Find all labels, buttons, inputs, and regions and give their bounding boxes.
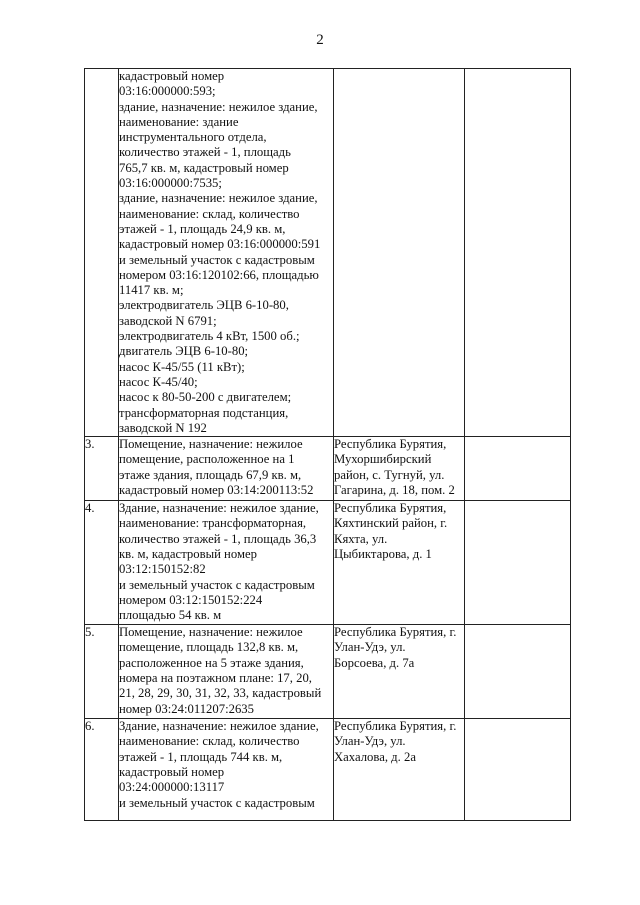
- description-line: 03:24:000000:13117: [119, 780, 225, 795]
- description-line: номером 03:16:120102:66, площадью: [119, 267, 319, 282]
- address-line: Кяхтинский район, г.: [334, 516, 448, 531]
- description-line: кв. м, кадастровый номер: [119, 547, 257, 562]
- empty-cell: [465, 437, 571, 501]
- address-line: Республика Бурятия, г.: [334, 719, 457, 734]
- description-line: Помещение, назначение: нежилое: [119, 437, 303, 452]
- description-line: помещение, расположенное на 1: [119, 452, 295, 467]
- property-description-cell: [119, 501, 334, 625]
- description-line: 11417 кв. м;: [119, 283, 184, 298]
- description-line: количество этажей - 1, площадь: [119, 145, 291, 160]
- address-line: район, с. Тугнуй, ул.: [334, 467, 445, 482]
- property-address-cell: [334, 625, 465, 719]
- property-description-cell: [119, 437, 334, 501]
- description-line: кадастровый номер: [119, 765, 225, 780]
- address-line: Борсоева, д. 7а: [334, 655, 415, 670]
- property-address-cell: [334, 501, 465, 625]
- table-row: [85, 625, 571, 719]
- description-line: здание, назначение: нежилое здание,: [119, 191, 318, 206]
- description-line: 03:16:000000:7535;: [119, 176, 222, 191]
- address-line: Цыбиктарова, д. 1: [334, 547, 432, 562]
- empty-cell: [465, 69, 571, 437]
- description-line: кадастровый номер: [119, 69, 225, 83]
- empty-cell: [465, 625, 571, 719]
- description-line: кадастровый номер 03:14:200113:52: [119, 483, 314, 498]
- address-line: Хахалова, д. 2а: [334, 749, 416, 764]
- table-row: [85, 501, 571, 625]
- description-line: номера на поэтажном плане: 17, 20,: [119, 671, 312, 686]
- address-line: Кяхта, ул.: [334, 531, 388, 546]
- description-line: насос К-45/55 (11 кВт);: [119, 359, 245, 374]
- description-line: 03:16:000000:593;: [119, 84, 216, 99]
- property-address-cell: [334, 437, 465, 501]
- description-line: и земельный участок с кадастровым: [119, 795, 315, 810]
- description-line: количество этажей - 1, площадь 36,3: [119, 531, 317, 546]
- row-number: 4.: [85, 501, 95, 516]
- address-line: Гагарина, д. 18, пом. 2: [334, 483, 455, 498]
- property-address-cell: [334, 719, 465, 821]
- empty-cell: [465, 501, 571, 625]
- description-line: расположенное на 5 этаже здания,: [119, 655, 304, 670]
- property-registry-table: [84, 68, 571, 821]
- description-line: заводской N 6791;: [119, 313, 217, 328]
- description-line: наименование: трансформаторная,: [119, 516, 307, 531]
- description-line: этажей - 1, площадь 744 кв. м,: [119, 749, 283, 764]
- description-line: наименование: здание: [119, 114, 239, 129]
- row-number: 5.: [85, 625, 95, 640]
- description-line: насос К-45/40;: [119, 374, 198, 389]
- property-registry-body: [85, 69, 571, 821]
- description-line: этажей - 1, площадь 24,9 кв. м,: [119, 221, 286, 236]
- description-line: наименование: склад, количество: [119, 206, 300, 221]
- row-number-cell: [85, 437, 119, 501]
- empty-cell: [465, 719, 571, 821]
- row-number-cell: [85, 625, 119, 719]
- description-line: Здание, назначение: нежилое здание,: [119, 501, 319, 516]
- property-description-cell: [119, 719, 334, 821]
- description-line: и земельный участок с кадастровым: [119, 577, 315, 592]
- table-row: [85, 437, 571, 501]
- description-line: 21, 28, 29, 30, 31, 32, 33, кадастровый: [119, 686, 322, 701]
- description-line: кадастровый номер 03:16:000000:591: [119, 237, 321, 252]
- row-number: 3.: [85, 437, 95, 452]
- description-line: площадью 54 кв. м: [119, 608, 222, 623]
- row-number-cell: [85, 501, 119, 625]
- description-line: номером 03:12:150152:224: [119, 592, 263, 607]
- description-line: 03:12:150152:82: [119, 562, 206, 577]
- description-line: здание, назначение: нежилое здание,: [119, 99, 318, 114]
- description-line: насос к 80-50-200 с двигателем;: [119, 390, 292, 405]
- description-line: заводской N 192: [119, 420, 207, 435]
- description-line: электродвигатель ЭЦВ 6-10-80,: [119, 298, 289, 313]
- row-number-cell: [85, 69, 119, 437]
- description-line: Здание, назначение: нежилое здание,: [119, 719, 319, 734]
- table-row: [85, 69, 571, 437]
- description-line: и земельный участок с кадастровым: [119, 252, 315, 267]
- description-line: наименование: склад, количество: [119, 734, 300, 749]
- table-row: [85, 719, 571, 821]
- description-line: номер 03:24:011207:2635: [119, 701, 254, 716]
- description-line: 765,7 кв. м, кадастровый номер: [119, 160, 289, 175]
- row-number-cell: [85, 719, 119, 821]
- address-line: Республика Бурятия,: [334, 501, 447, 516]
- property-description-cell: [119, 625, 334, 719]
- row-number: 6.: [85, 719, 95, 734]
- property-description-cell: [119, 69, 334, 437]
- description-line: Помещение, назначение: нежилое: [119, 625, 303, 640]
- property-address-cell: [334, 69, 465, 437]
- description-line: этаже здания, площадь 67,9 кв. м,: [119, 467, 302, 482]
- description-line: трансформаторная подстанция,: [119, 405, 289, 420]
- address-line: Улан-Удэ, ул.: [334, 734, 406, 749]
- address-line: Республика Бурятия,: [334, 437, 447, 452]
- address-line: Улан-Удэ, ул.: [334, 640, 406, 655]
- description-line: электродвигатель 4 кВт, 1500 об.;: [119, 329, 300, 344]
- address-line: Мухоршибирский: [334, 452, 432, 467]
- address-line: Республика Бурятия, г.: [334, 625, 457, 640]
- description-line: помещение, площадь 132,8 кв. м,: [119, 640, 299, 655]
- page-number: 2: [316, 32, 324, 48]
- description-line: инструментального отдела,: [119, 130, 267, 145]
- description-line: двигатель ЭЦВ 6-10-80;: [119, 344, 249, 359]
